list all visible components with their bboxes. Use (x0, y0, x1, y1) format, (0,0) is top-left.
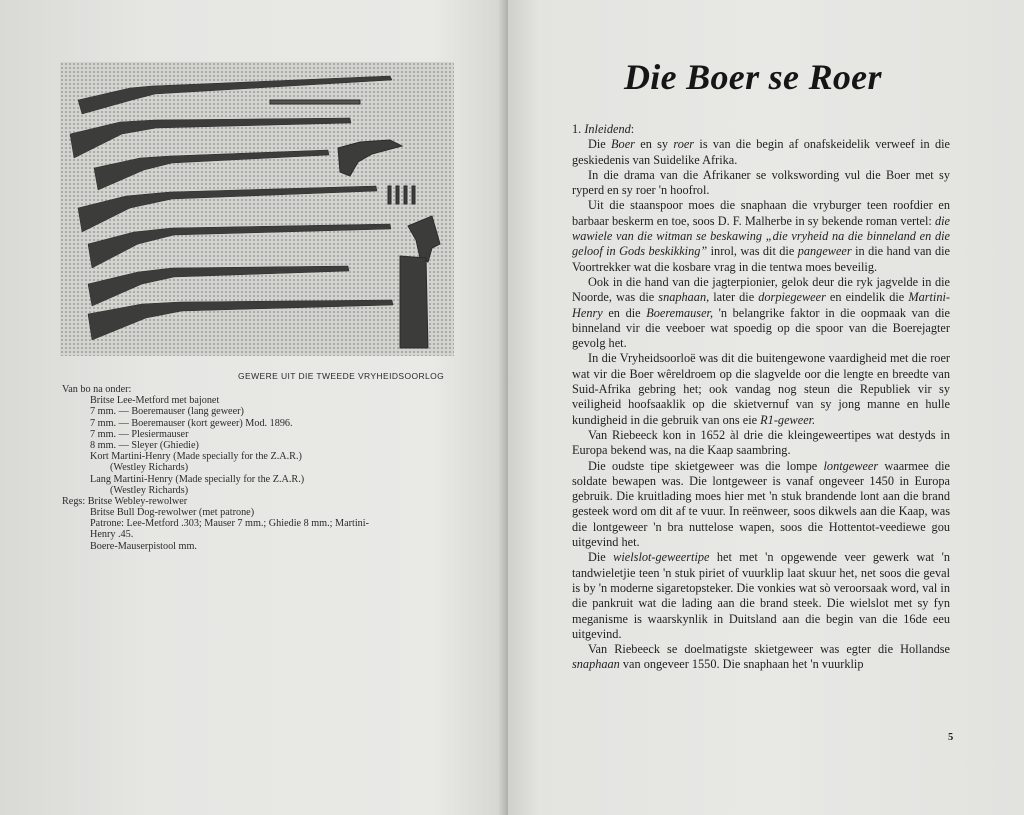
legend-line: Lang Martini-Henry (Made specially for the Z.A.R.) (90, 473, 305, 485)
legend-line: Van bo na onder: (62, 384, 132, 395)
text-run: In die drama van die Afrikaner se volkswording vul die Boer met sy ryperd en sy roer 'n hoofrol. (572, 167, 950, 198)
text-run: Uit die staanspoor moes die snaphaan die vryburger teen roofdier en barbaar beskerm en toe, soos D. F. Malherbe in sy bekende roman vertel: (572, 198, 950, 228)
italic-text: snaphaan (572, 657, 620, 672)
italic-text: R1-geweer. (760, 412, 816, 427)
text-run: in die hand van die Voortrekker wat die kosbare vrag in die tentwa moes beveilig. (572, 244, 950, 274)
italic-text: Boer (611, 137, 635, 152)
text-run: Die (588, 550, 614, 565)
text-run: Van Riebeeck se doelmatigste skietgeweer was egter die Hollandse (588, 642, 950, 657)
body-paragraph (572, 550, 950, 642)
legend-line: 7 mm. — Plesiermauser (90, 428, 189, 440)
text-run: en die (602, 305, 647, 320)
legend-line: 8 mm. — Sleyer (Ghiedie) (90, 439, 199, 451)
page-number: 5 (948, 732, 954, 743)
italic-text: dorpiegeweer (758, 290, 826, 305)
text-run: van ongeveer 1550. Die snaphaan het 'n vuurklip (619, 657, 864, 672)
body-text (572, 122, 950, 673)
italic-text: Boeremauser, (646, 305, 714, 320)
italic-text: snaphaan, (658, 290, 710, 305)
chapter-title: Die Boer se Roer (624, 57, 882, 97)
italic-text: roer (673, 137, 695, 152)
text-run: 'n belangrike faktor in die oopmaak van die binneland vir die veeboer wat spoedig op die spoor van die Boerejagter gevolg het. (572, 305, 950, 351)
rifles-photograph (60, 62, 454, 356)
legend-line: Henry .45. (90, 529, 134, 541)
body-paragraph (572, 428, 950, 459)
text-run: is van die begin af onafskeidelik verweef in die geskiedenis van Suidelike Afrika. (572, 137, 950, 167)
section-number: 1. (572, 122, 582, 136)
body-paragraph (572, 351, 950, 427)
legend-line: 7 mm. — Boeremauser (lang geweer) (90, 406, 244, 418)
body-paragraph (572, 198, 950, 274)
italic-text: pangeweer (797, 244, 852, 259)
text-run: Die oudste tipe skietgeweer was die lompe (588, 458, 824, 473)
body-paragraph (572, 275, 950, 351)
italic-text: wielslot-geweertipe (613, 550, 710, 565)
legend-line: (Westley Richards) (110, 484, 189, 496)
legend-line: Regs: Britse Webley-rewolwer (62, 495, 188, 507)
italic-text: Martini-Henry (572, 290, 950, 320)
legend-line: Patrone: Lee-Metford .303; Mauser 7 mm.; Ghiedie 8 mm.; Martini- (90, 518, 369, 530)
legend-line: (Westley Richards) (110, 462, 189, 474)
text-run: later die (709, 290, 759, 305)
body-paragraph (572, 168, 950, 199)
legend-line: Britse Lee-Metford met bajonet (90, 395, 220, 407)
photo-caption: GEWERE UIT DIE TWEEDE VRYHEIDSOORLOG (238, 371, 445, 381)
legend-line: Britse Bull Dog-rewolwer (met patrone) (90, 507, 255, 519)
text-run: waarmee die soldate bewapen was. Die lontgeweer is vanaf ongeveer 1450 in Europa gebruik. Die kruitlading moes hier met 'n stuk brandende lont aan die brand gesteek word om dit af te vuur. In reënweer, soos dikwels aan die Kaap, was die lontgeweer 'n bra nuttelose wapen, soos die Hottentot-veediewe gou uitgevind het. (572, 458, 950, 550)
text-run: en sy (634, 137, 674, 152)
body-paragraph (572, 137, 950, 168)
text-run: Ook in die hand van die jagterpionier, gelok deur die ryk jagvelde in die Noorde, was die (572, 274, 950, 305)
text-run: inrol, was dit die (707, 244, 798, 259)
body-paragraph (572, 459, 950, 551)
body-paragraph (572, 642, 950, 673)
text-run: In die Vryheidsoorloë was dit die buitengewone vaardigheid met die roer wat vir die Boer wêreldroem op die slagvelde oor die lengte en breedte van Suid-Afrika gebring het; ook vandag nog steun die Republiek vir sy veiligheid hoofsaaklik op die skietvernuf van sy jong manne en hulle kundigheid in die gebruik van ons eie (572, 351, 950, 427)
italic-text: die wawiele van die witman se beskawing „die vryheid na die binneland en die geloof in Gods beskikking” (572, 213, 950, 259)
legend-line: Boere-Mauserpistool mm. (90, 540, 197, 552)
legend-line: 7 mm. — Boeremauser (kort geweer) Mod. 1896. (90, 417, 293, 429)
section-label: Inleidend (584, 122, 631, 136)
photo-legend (62, 384, 462, 552)
italic-text: lontgeweer (823, 458, 879, 473)
text-run: het met 'n opgewende veer gewerk wat 'n tandwieletjie teen 'n stuk piriet of vuurklip laat skuur het, net soos die geval is by 'n moderne sigaretopsteker. Die vonkies wat sò veroorsaak word, val in die pankruit wat die lading aan die brand steek. Die wielslot met sy fyn meganisme is waarskynlik in Duitsland aan die begin van die 16de eeu uitgevind. (572, 550, 950, 641)
text-run: en eindelik die (825, 290, 909, 305)
section-heading: 1. Inleidend: (572, 122, 635, 136)
text-run: Die (588, 137, 612, 152)
rifles-illustration (60, 62, 454, 356)
left-page (0, 0, 508, 815)
legend-line: Kort Martini-Henry (Made specially for the Z.A.R.) (90, 451, 302, 463)
text-run: Van Riebeeck kon in 1652 àl drie die kleingeweertipes wat destyds in Europa bekend was, na die Kaap saambring. (572, 427, 950, 458)
